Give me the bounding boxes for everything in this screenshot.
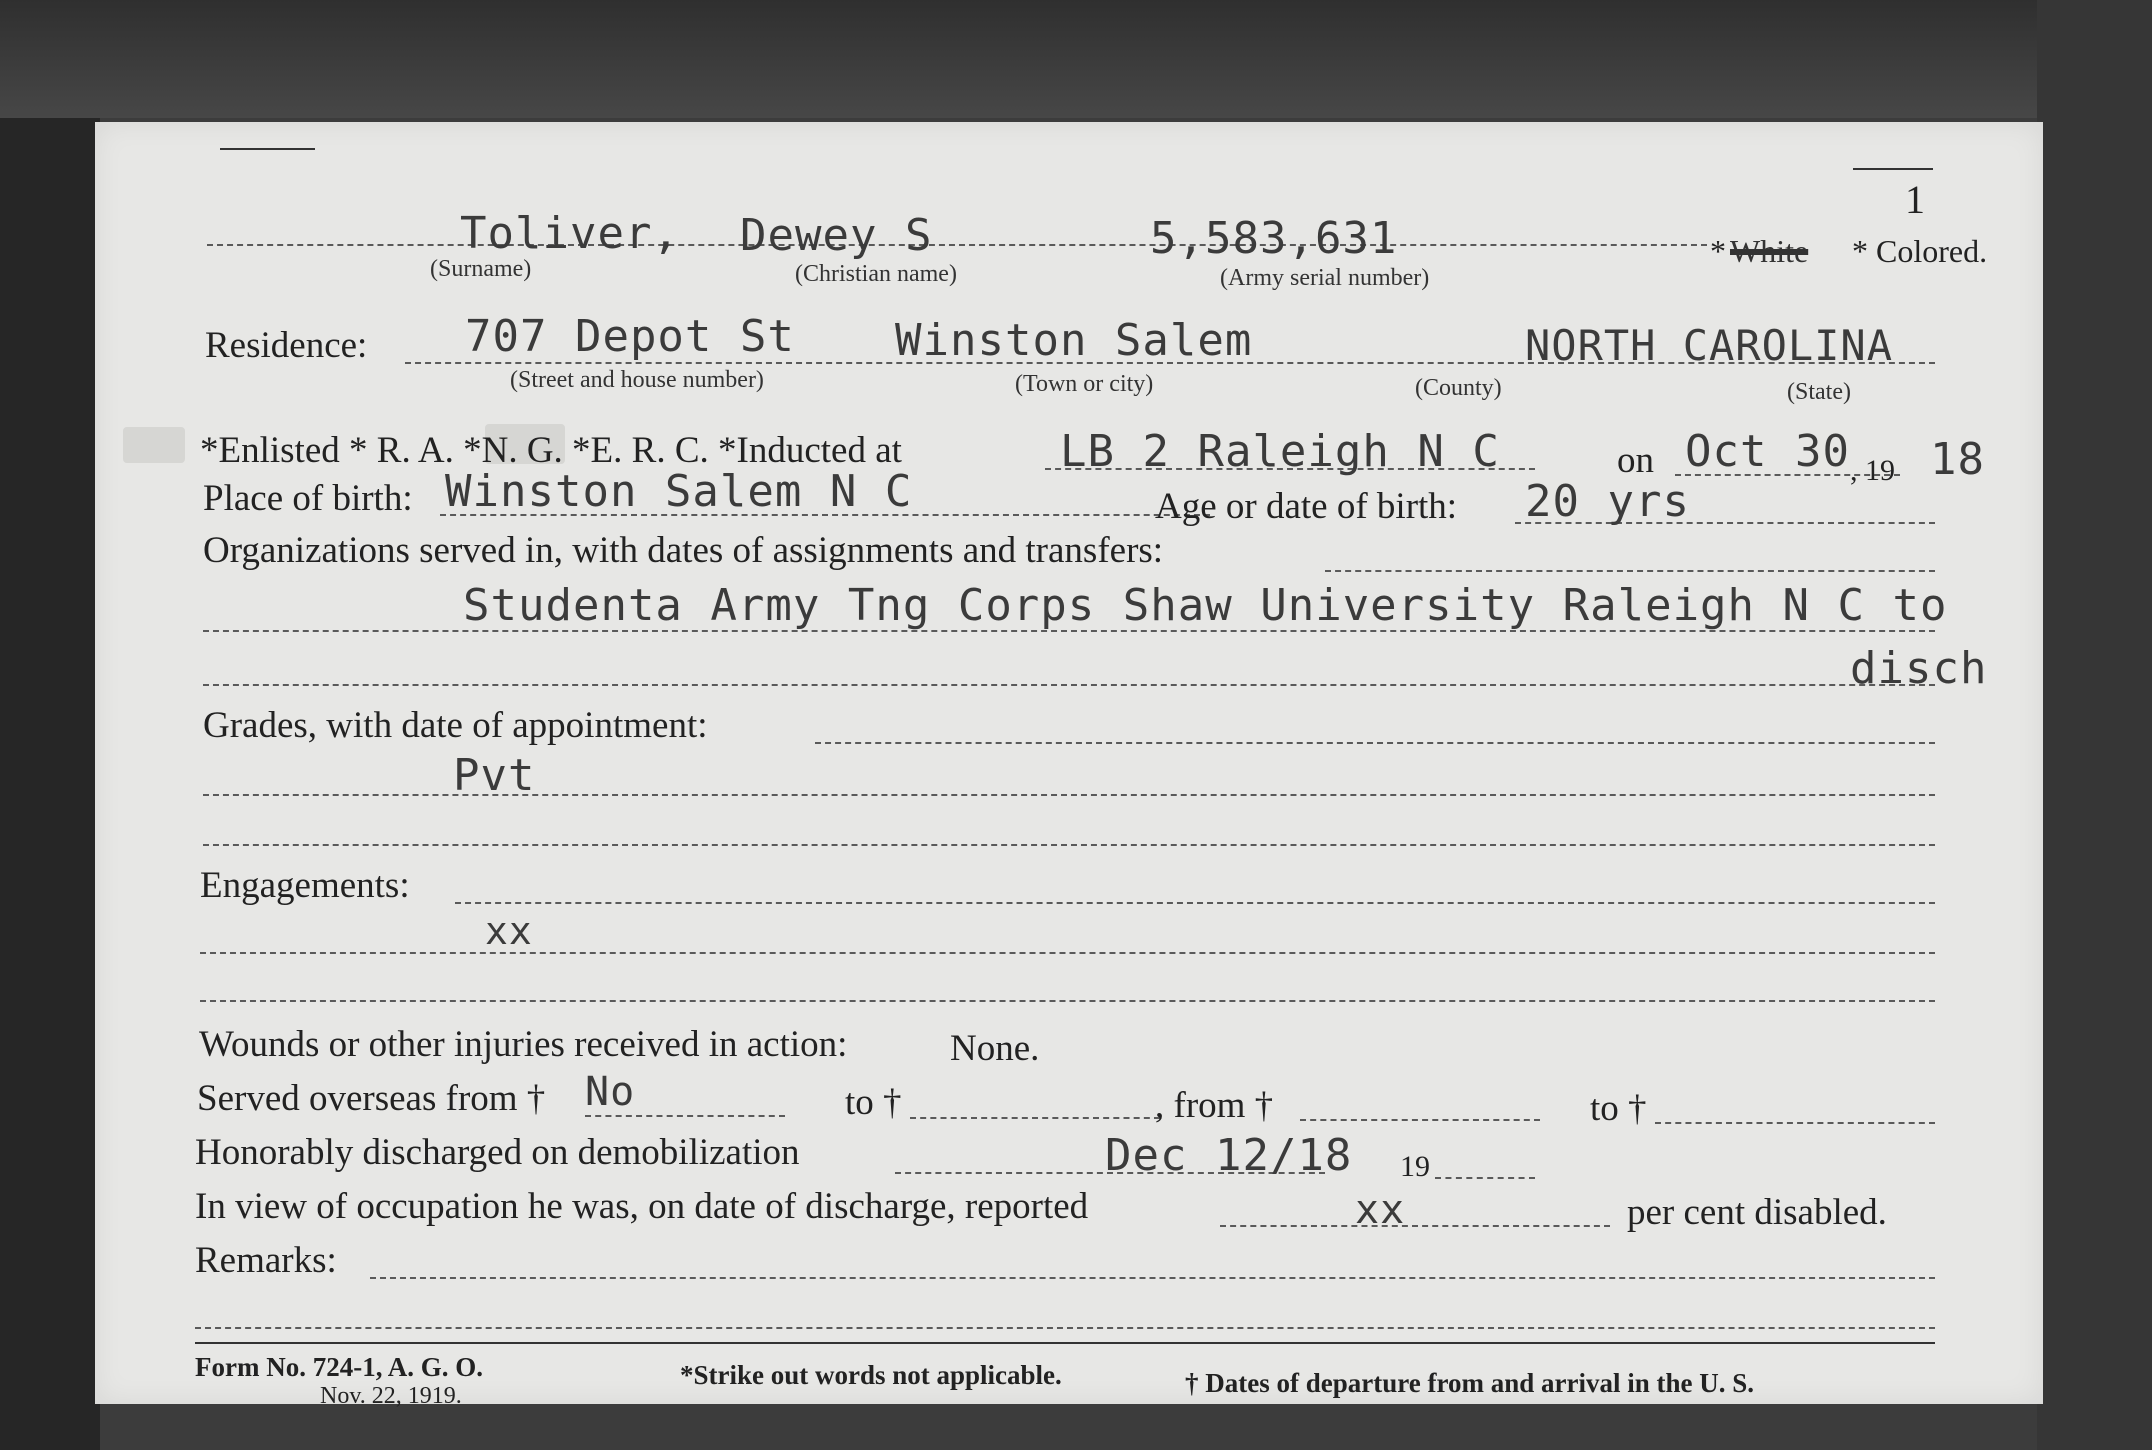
birth-place-value: Winston Salem N C — [445, 466, 913, 517]
serial-number-label: (Army serial number) — [1220, 265, 1430, 291]
state-value: NORTH CAROLINA — [1525, 321, 1894, 370]
top-left-rule — [220, 148, 315, 150]
discharge-year-prefix: 19 — [1400, 1150, 1430, 1183]
name-line — [207, 244, 1707, 246]
street-label: (Street and house number) — [510, 367, 764, 393]
inducted-year-value: 18 — [1930, 434, 1985, 485]
strike-out-note: *Strike out words not applicable. — [680, 1360, 1062, 1390]
street-value: 707 Depot St — [465, 311, 795, 362]
christian-name-value: Dewey S — [740, 210, 933, 261]
scan-border-top — [0, 0, 2152, 118]
discharge-date-value: Dec 12/18 — [1105, 1130, 1353, 1181]
engagements-line-1 — [200, 952, 1935, 954]
county-label: (County) — [1415, 375, 1502, 401]
overseas-to-line-1 — [910, 1117, 1160, 1119]
card-number: 1 — [1905, 177, 1925, 222]
town-value: Winston Salem — [895, 315, 1253, 366]
organizations-label: Organizations served in, with dates of assignments and transfers: — [203, 530, 1164, 571]
form-date: Nov. 22, 1919. — [320, 1383, 462, 1409]
service-record-card — [95, 122, 2043, 1409]
form-number: Form No. 724-1, A. G. O. — [195, 1352, 483, 1382]
engagements-label: Engagements: — [200, 865, 410, 906]
discharge-year-line — [1435, 1177, 1535, 1179]
age-label: Age or date of birth: — [1155, 486, 1458, 527]
race-colored: * Colored. — [1852, 233, 1988, 269]
overseas-from-line — [585, 1115, 785, 1117]
disability-suffix: per cent disabled. — [1627, 1192, 1887, 1233]
remarks-label: Remarks: — [195, 1240, 337, 1281]
surname-value: Toliver, — [460, 208, 680, 259]
inducted-place-value: LB 2 Raleigh N C — [1060, 426, 1500, 477]
christian-name-label: (Christian name) — [795, 261, 957, 287]
on-label: on — [1617, 440, 1654, 481]
residence-label: Residence: — [205, 325, 368, 366]
inducted-date-value: Oct 30 — [1685, 426, 1850, 477]
disability-label: In view of occupation he was, on date of discharge, reported — [195, 1186, 1089, 1227]
wounds-value: None. — [950, 1028, 1040, 1069]
overseas-from-label-2: , from † — [1155, 1085, 1274, 1126]
footer-rule — [195, 1342, 1935, 1344]
grades-value: Pvt — [453, 750, 536, 801]
grades-line-2 — [203, 844, 1935, 846]
disability-line — [1220, 1225, 1610, 1227]
engagements-value: xx — [485, 909, 533, 953]
town-label: (Town or city) — [1015, 371, 1154, 397]
scan-border-left — [0, 0, 100, 1450]
organizations-line-2 — [203, 684, 1935, 686]
overseas-from-line-2 — [1300, 1119, 1540, 1121]
engagements-line-0 — [455, 902, 1935, 904]
overseas-to-label-2: to † — [1590, 1088, 1647, 1129]
enlisted-inducted-text: *Enlisted * R. A. *N. G. *E. R. C. *Inducted at — [200, 430, 902, 471]
serial-number-value: 5,583,631 — [1150, 213, 1398, 264]
engagements-line-2 — [200, 1000, 1935, 1002]
grades-label: Grades, with date of appointment: — [203, 705, 708, 746]
disability-value: xx — [1355, 1187, 1406, 1233]
strike-smudge — [123, 427, 185, 463]
scan-border-right — [2037, 0, 2152, 1450]
remarks-line-1 — [370, 1277, 1935, 1279]
discharge-label: Honorably discharged on demobilization — [195, 1132, 800, 1173]
year-prefix: , 19 — [1850, 454, 1895, 487]
overseas-label: Served overseas from † — [197, 1078, 546, 1119]
birth-place-label: Place of birth: — [203, 478, 413, 519]
race-star: * — [1710, 233, 1726, 269]
overseas-from-value: No — [585, 1069, 636, 1115]
overseas-to-line-2 — [1655, 1122, 1935, 1124]
remarks-line-2 — [195, 1327, 1935, 1329]
surname-label: (Surname) — [430, 256, 532, 282]
dates-note: † Dates of departure from and arrival in the U. S. — [1185, 1368, 1754, 1398]
organizations-value-2: disch — [1850, 643, 1988, 694]
state-label: (State) — [1787, 379, 1851, 405]
grades-line-0 — [815, 742, 1935, 744]
organizations-value-1: Studenta Army Tng Corps Shaw University Raleigh N C to — [463, 580, 1948, 631]
organizations-line-0 — [1325, 570, 1935, 572]
race-white-struck: White — [1730, 233, 1809, 269]
age-value: 20 yrs — [1525, 476, 1690, 527]
top-right-rule — [1853, 168, 1933, 170]
overseas-to-label-1: to † — [845, 1082, 902, 1123]
wounds-label: Wounds or other injuries received in action: — [199, 1024, 848, 1065]
